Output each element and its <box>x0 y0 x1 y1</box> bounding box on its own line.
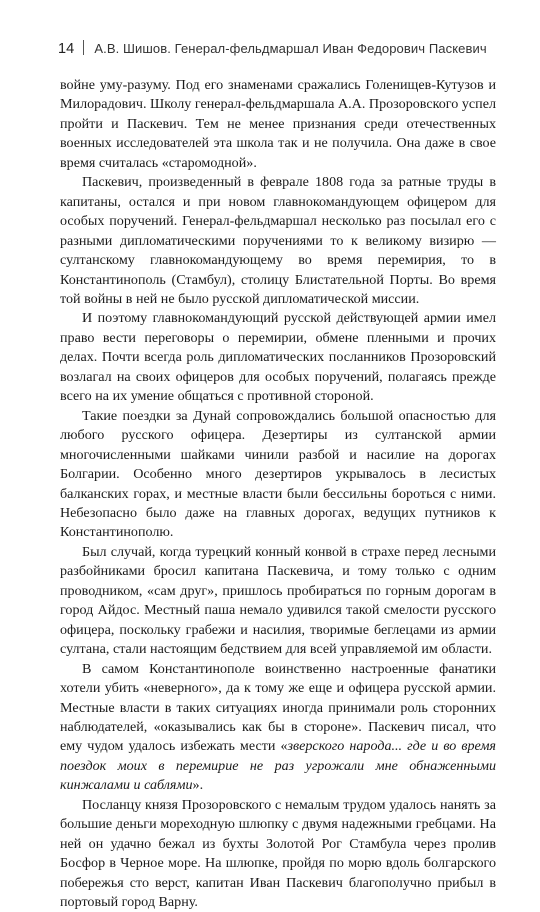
quote-close: ». <box>192 777 204 794</box>
paragraph: войне уму-разуму. Под его знаменами сражались Голенищев-Кутузов и Милорадович. Школу генерал-фельдмаршала А.А. Прозоровского успел пройти и Паскевич. Тем не менее признания среди отечественных военных исследователей эта школа так и не получила. Она даже в свое время считалась «старомодной». <box>60 77 496 171</box>
page-number: 14 <box>58 41 75 57</box>
running-header <box>58 40 498 57</box>
body-text <box>60 76 496 912</box>
header-divider <box>83 40 84 55</box>
paragraph: Паскевич, произведенный в феврале 1808 года за ратные труды в капитаны, остался и при новом главнокомандующем офицером для особых поручений. Генерал-фельдмаршал несколько раз посылал его с разными дипломатическими поручениями то к великому визирю — султанскому главнокомандующему во время перемирия, то в Константинополь (Стамбул), столицу Блистательной Порты. Во время той войны в ней не было русской дипломатической миссии. <box>60 174 496 307</box>
paragraph-with-quote <box>60 660 496 796</box>
paragraph: Был случай, когда турецкий конный конвой в страхе перед лесными разбойниками бросил капитана Паскевича, и тому только с одним проводником, «сам друг», пришлось пробираться по горным дорогам в город Айдос. Местный паша немало удивился такой смелости русского офицера, поскольку грабежи и насилия, творимые беглецами из армии султана, стали настоящим бедствием для всей управляемой им области. <box>60 543 496 658</box>
running-title: А.В. Шишов. Генерал-фельдмаршал Иван Федорович Паскевич <box>94 41 487 56</box>
paragraph: Посланцу князя Прозоровского с немалым трудом удалось нанять за большие деньги мореходную шлюпку с двумя надежными гребцами. На ней он удачно бежал из бухты Золотой Рог Стамбула через пролив Босфор в Черное море. На шлюпке, пройдя по морю вдоль болгарского побережья сто верст, капитан Иван Паскевич благополучно прибыл в портовый город Варну. <box>60 796 496 911</box>
quote-lead-in: В самом Константинополе воинственно настроенные фанатики хотели убить «неверного», да к тому же еще и офицера русской армии. Местные власти в таких ситуациях иногда принимали роль сторонних наблюдателей, «оказывались как бы в стороне». Паскевич писал, что ему чудом удалось избежать мести « <box>60 660 496 755</box>
italic-quotation: зверского народа... где и во время поездок моих в перемирие не раз угрожали мне обнаженными кинжалами и саблями <box>60 738 496 794</box>
paragraph: Такие поездки за Дунай сопровождались большой опасностью для любого русского офицера. Дезертиры из султанской армии многочисленными шайками чинили разбой и насилие на дорогах Болгарии. Особенно много дезертиров укрывалось в лесистых балканских горах, и местные власти были бессильны бороться с ними. Небезопасно было даже на главных дорогах, ведущих путников к Константинополю. <box>60 407 496 541</box>
paragraph: И поэтому главнокомандующий русской действующей армии имел право вести переговоры о перемирии, обмене пленными и прочих делах. Почти всегда роль дипломатических посланников Прозоровский возлагал на своих офицеров для особых поручений, полагаясь прежде всего на их умение общаться с противной стороной. <box>60 310 496 405</box>
